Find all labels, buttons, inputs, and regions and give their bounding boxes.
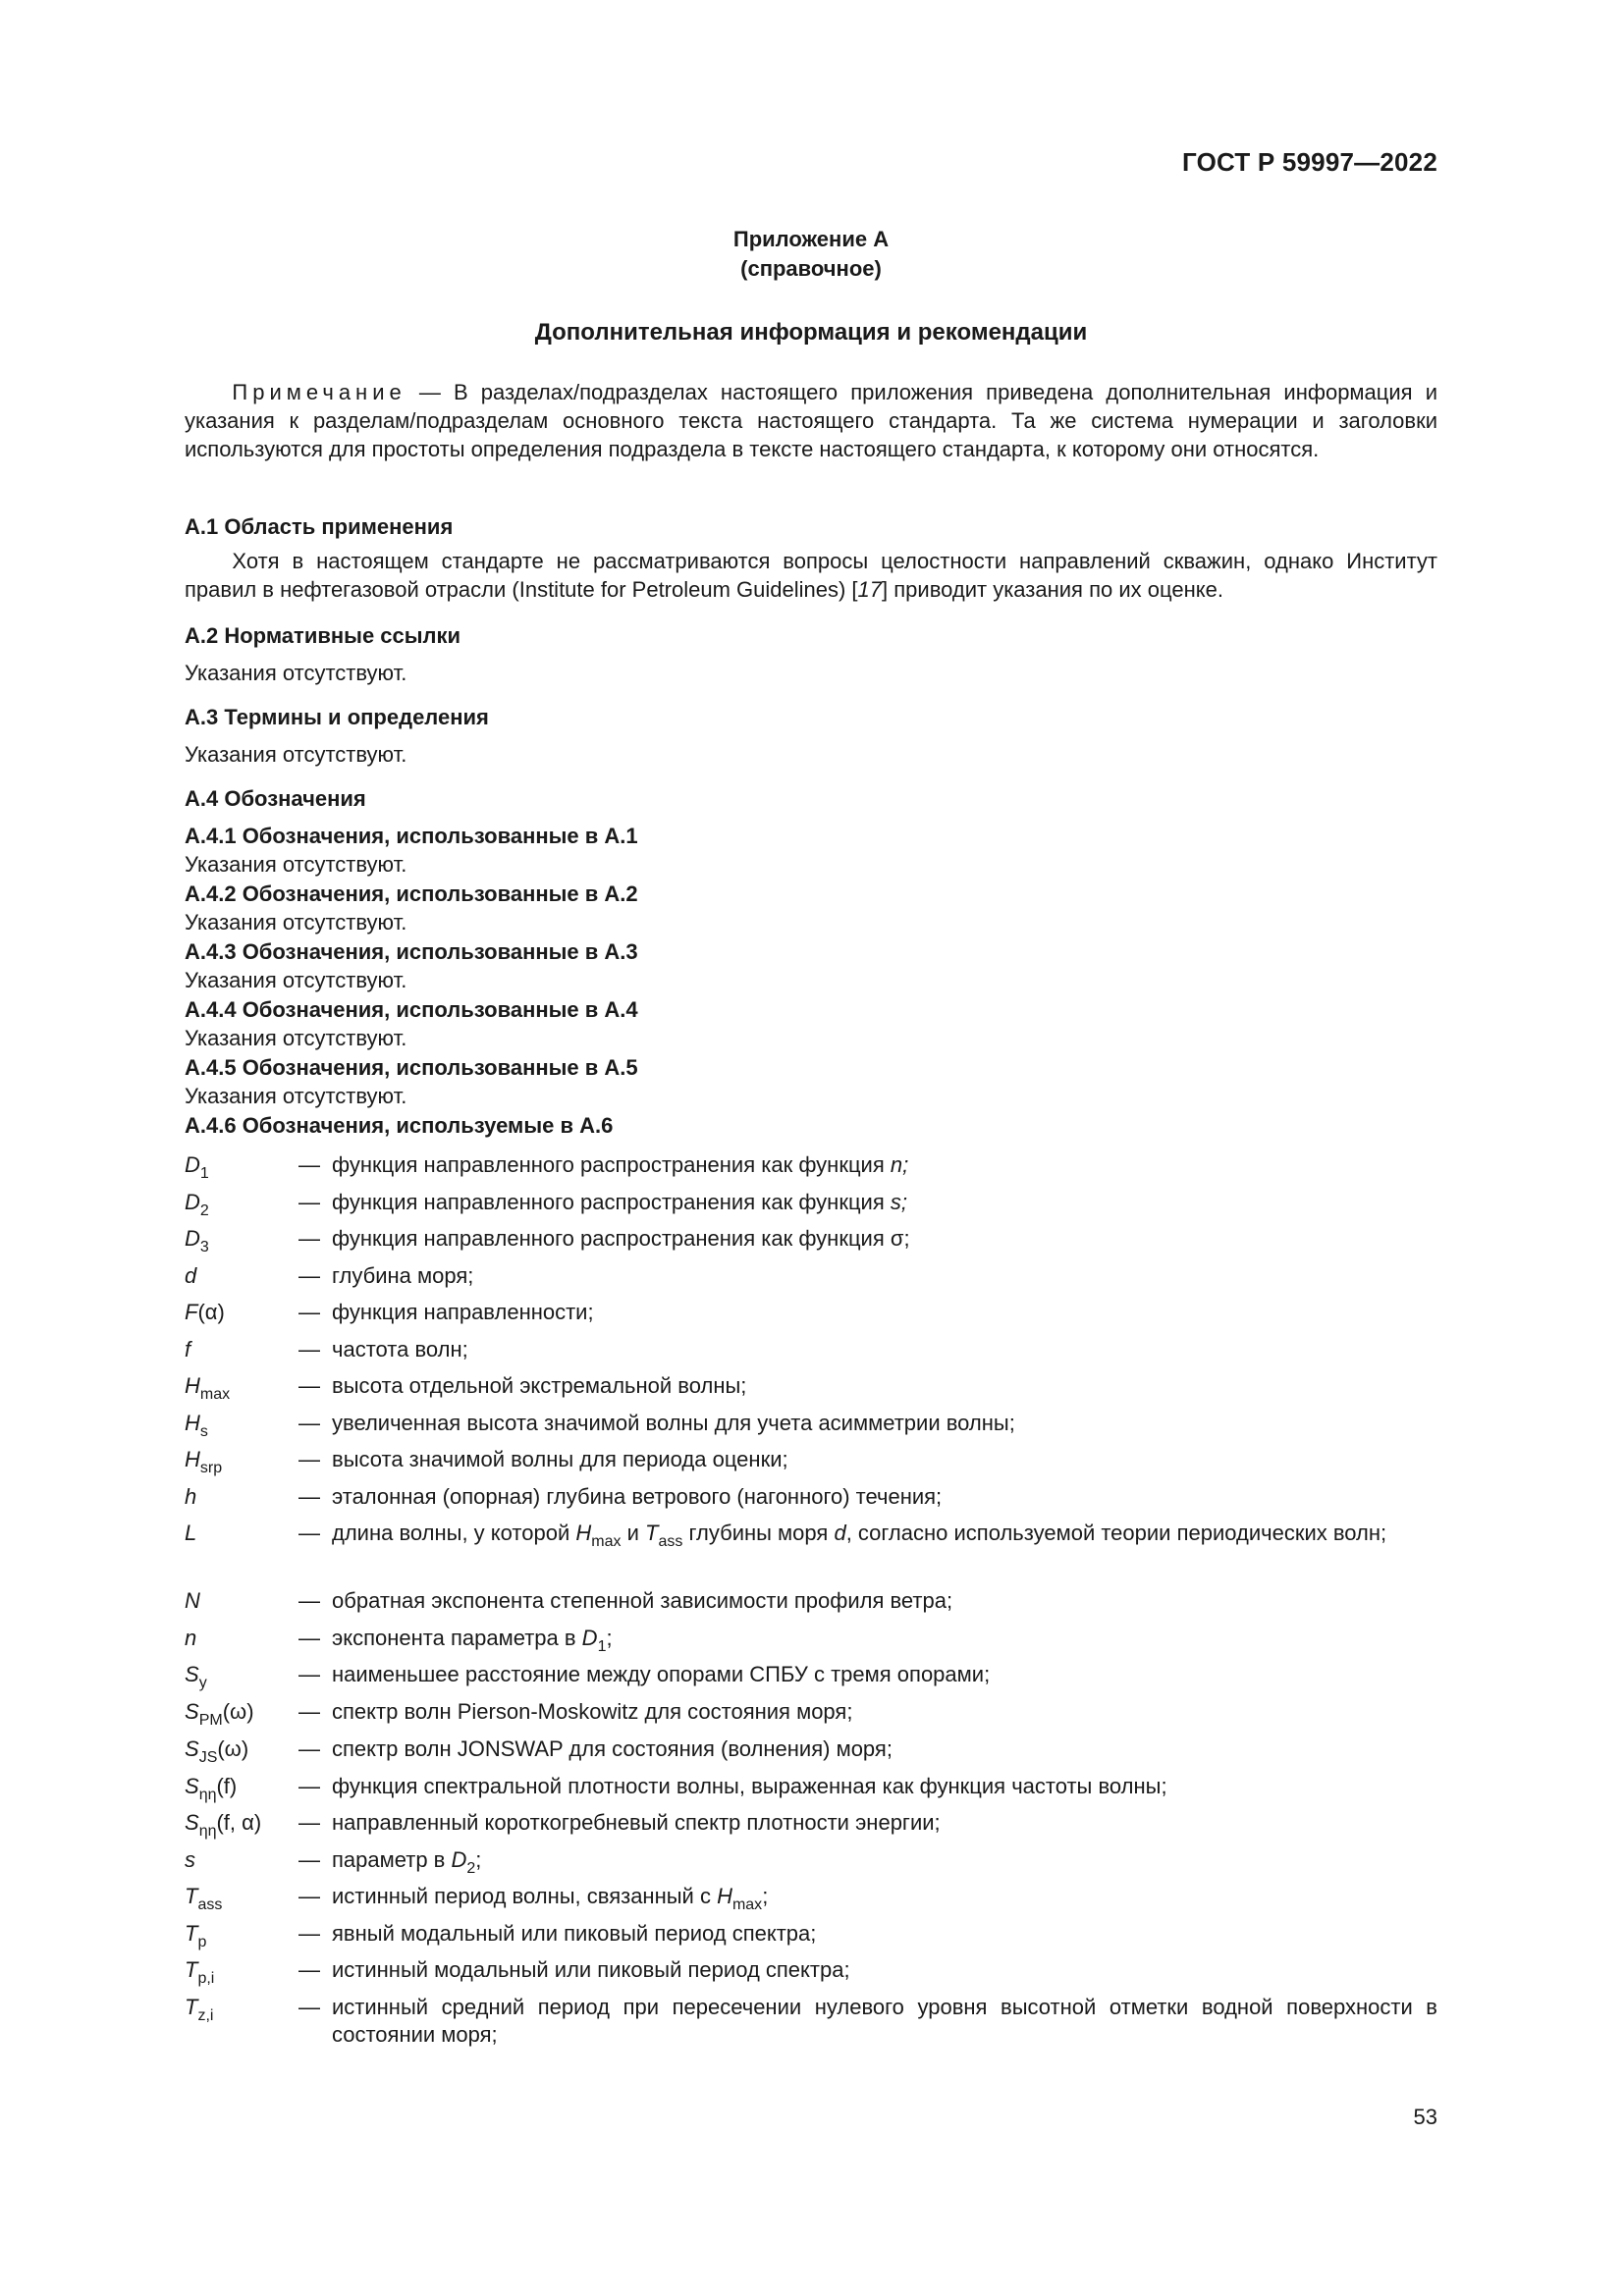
- a3-heading: А.3 Термины и определения: [185, 705, 489, 729]
- symbol-definition: [332, 1225, 1437, 1253]
- symbol-letter: H: [185, 1373, 200, 1398]
- symbol-dash: —: [298, 1411, 320, 1435]
- definition-text: высота значимой волны для периода оценки;: [332, 1447, 788, 1471]
- note-paragraph: [185, 378, 1437, 463]
- symbol-letter: h: [185, 1484, 197, 1509]
- note-text: — В разделах/подразделах настоящего приложения приведена дополнительная информация и указания к разделам/подразделам основного текста настоящего стандарта. Та же система нумерации и заголовки используются для простоты определения подраздела в тексте настоящего стандарта, к которому они относятся.: [185, 380, 1437, 461]
- definition-part: длина волны, у которой: [332, 1521, 576, 1545]
- symbol-letter: s: [185, 1847, 195, 1872]
- symbol-term: [185, 1846, 293, 1874]
- symbol-dash: —: [298, 1484, 320, 1509]
- definition-text: обратная экспонента степенной зависимости профиля ветра;: [332, 1588, 953, 1613]
- a1-heading: А.1 Область применения: [185, 514, 454, 539]
- symbol-definition: [332, 1735, 1437, 1763]
- definition-text: увеличенная высота значимой волны для учета асимметрии волны;: [332, 1411, 1015, 1435]
- definition-text: истинный модальный или пиковый период спектра;: [332, 1957, 850, 1982]
- symbol-definition: [332, 1920, 1437, 1948]
- definition-text: высота отдельной экстремальной волны;: [332, 1373, 747, 1398]
- symbol-subscript: p: [197, 1934, 207, 1950]
- symbol-letter: S: [185, 1699, 199, 1724]
- definition-variable: s;: [890, 1190, 907, 1214]
- definition-part: D: [451, 1847, 467, 1872]
- symbol-dash: —: [298, 1662, 320, 1686]
- a1-text-after: ] приводит указания по их оценке.: [882, 577, 1223, 602]
- symbol-letter: H: [185, 1411, 200, 1435]
- symbol-argument: (ω): [222, 1699, 254, 1724]
- a43-heading: А.4.3 Обозначения, использованные в А.3: [185, 939, 638, 964]
- symbol-dash: —: [298, 1263, 320, 1288]
- symbol-letter: F: [185, 1300, 198, 1324]
- symbol-subscript: PM: [198, 1712, 223, 1729]
- symbol-dash: —: [298, 1300, 320, 1324]
- symbol-term: [185, 1920, 293, 1948]
- symbol-term: [185, 1773, 293, 1803]
- definition-part: экспонента параметра в: [332, 1626, 582, 1650]
- definition-text: эталонная (опорная) глубина ветрового (нагонного) течения;: [332, 1484, 943, 1509]
- symbol-subscript: srp: [199, 1460, 223, 1476]
- symbol-letter: S: [185, 1810, 199, 1835]
- symbol-letter: D: [185, 1152, 200, 1177]
- symbol-definition: [332, 1625, 1437, 1655]
- symbol-argument: (f): [216, 1774, 238, 1798]
- symbol-term: [185, 1151, 293, 1182]
- symbol-dash: —: [298, 1995, 320, 2019]
- symbol-definition: [332, 1846, 1437, 1877]
- definition-part: , согласно используемой теории периодических волн;: [845, 1521, 1387, 1545]
- definition-text: частота волн;: [332, 1337, 468, 1362]
- symbol-definition: [332, 1661, 1437, 1688]
- symbol-dash: —: [298, 1337, 320, 1362]
- symbol-term: [185, 1994, 293, 2024]
- symbol-dash: —: [298, 1957, 320, 1982]
- definition-text: функция направленности;: [332, 1300, 594, 1324]
- a41-heading: А.4.1 Обозначения, использованные в А.1: [185, 824, 638, 848]
- a42-heading: А.4.2 Обозначения, использованные в А.2: [185, 881, 638, 906]
- symbol-letter: D: [185, 1190, 200, 1214]
- page-number: 53: [1413, 2105, 1437, 2129]
- symbol-term: [185, 1299, 293, 1326]
- symbol-subscript: p,i: [197, 1970, 215, 1987]
- document-page: [185, 0, 1437, 2296]
- symbol-subscript: z,i: [197, 2007, 214, 2024]
- symbol-definition: [332, 1587, 1437, 1615]
- a1-ref: 17: [857, 577, 883, 602]
- symbol-definition: [332, 1773, 1437, 1800]
- symbol-dash: —: [298, 1521, 320, 1545]
- a45-heading: А.4.5 Обозначения, использованные в А.5: [185, 1055, 638, 1080]
- symbol-definition: [332, 1299, 1437, 1326]
- a1-text-before: Хотя в настоящем стандарте не рассматриваются вопросы целостности направлений скважин, однако Институт правил в нефтегазовой отрасли (Institute for Petroleum Guidelines) [: [185, 549, 1437, 602]
- definition-text: спектр волн Pierson-Moskowitz для состояния моря;: [332, 1699, 853, 1724]
- definition-part: 1: [597, 1638, 607, 1655]
- symbol-letter: S: [185, 1662, 199, 1686]
- a43-text: Указания отсутствуют.: [185, 968, 407, 992]
- definition-part: ;: [606, 1626, 613, 1650]
- annex-heading: Дополнительная информация и рекомендации: [534, 319, 1088, 346]
- symbol-definition: [332, 1372, 1437, 1400]
- symbol-dash: —: [298, 1226, 320, 1251]
- a45-text: Указания отсутствуют.: [185, 1084, 407, 1108]
- definition-text: глубина моря;: [332, 1263, 474, 1288]
- a1-paragraph: [185, 547, 1437, 604]
- symbol-definition: [332, 1262, 1437, 1290]
- symbol-dash: —: [298, 1736, 320, 1761]
- symbol-term: [185, 1956, 293, 1987]
- symbol-letter: T: [185, 1921, 198, 1946]
- symbol-term: [185, 1587, 293, 1615]
- definition-part: D: [581, 1626, 598, 1650]
- symbol-argument: (α): [197, 1300, 225, 1324]
- symbol-letter: S: [185, 1774, 199, 1798]
- symbol-term: [185, 1336, 293, 1363]
- symbol-term: [185, 1483, 293, 1511]
- symbol-definition: [332, 1446, 1437, 1473]
- symbol-letter: d: [185, 1263, 197, 1288]
- symbol-letter: N: [185, 1588, 200, 1613]
- symbol-definition: [332, 1410, 1437, 1437]
- standard-code: ГОСТ Р 59997—2022: [1182, 147, 1437, 177]
- a3-text: Указания отсутствуют.: [185, 742, 407, 767]
- symbol-subscript: 2: [199, 1202, 209, 1219]
- symbol-definition: [332, 1883, 1437, 1913]
- symbol-letter: T: [185, 1995, 198, 2019]
- symbol-subscript: ηη: [198, 1823, 217, 1840]
- symbol-definition: [332, 1956, 1437, 1984]
- symbol-letter: f: [185, 1337, 191, 1362]
- symbol-subscript: 1: [199, 1165, 209, 1182]
- symbol-dash: —: [298, 1884, 320, 1908]
- a46-heading: А.4.6 Обозначения, используемые в А.6: [185, 1113, 614, 1138]
- symbol-subscript: s: [199, 1423, 208, 1440]
- definition-text: спектр волн JONSWAP для состояния (волнения) моря;: [332, 1736, 893, 1761]
- definition-variable: n;: [890, 1152, 909, 1177]
- symbol-dash: —: [298, 1588, 320, 1613]
- symbol-term: [185, 1372, 293, 1403]
- symbol-definition: [332, 1151, 1437, 1179]
- symbol-subscript: ass: [197, 1896, 223, 1913]
- definition-part: H: [575, 1521, 592, 1545]
- definition-part: ;: [762, 1884, 769, 1908]
- definition-part: T: [645, 1521, 659, 1545]
- symbol-subscript: y: [198, 1675, 207, 1691]
- a44-text: Указания отсутствуют.: [185, 1026, 407, 1050]
- symbol-term: [185, 1735, 293, 1766]
- symbol-definition: [332, 1189, 1437, 1216]
- annex-title: Приложение А: [732, 227, 890, 251]
- definition-part: ;: [475, 1847, 482, 1872]
- symbol-subscript: JS: [198, 1749, 218, 1766]
- definition-part: ass: [658, 1533, 683, 1550]
- symbol-term: [185, 1410, 293, 1440]
- symbol-term: [185, 1189, 293, 1219]
- symbol-definition: [332, 1698, 1437, 1726]
- symbol-definition: [332, 1809, 1437, 1837]
- symbol-letter: T: [185, 1957, 198, 1982]
- definition-text: направленный короткогребневый спектр плотности энергии;: [332, 1810, 941, 1835]
- definition-text: функция спектральной плотности волны, выраженная как функция частоты волны;: [332, 1774, 1167, 1798]
- symbol-definition: [332, 1520, 1437, 1550]
- a42-text: Указания отсутствуют.: [185, 910, 407, 934]
- definition-part: истинный период волны, связанный с: [332, 1884, 718, 1908]
- symbol-dash: —: [298, 1447, 320, 1471]
- symbol-subscript: ηη: [198, 1787, 217, 1803]
- definition-text: наименьшее расстояние между опорами СПБУ с тремя опорами;: [332, 1662, 991, 1686]
- symbol-dash: —: [298, 1847, 320, 1872]
- a41-text: Указания отсутствуют.: [185, 852, 407, 877]
- symbol-dash: —: [298, 1373, 320, 1398]
- symbol-argument: (ω): [217, 1736, 249, 1761]
- definition-text: истинный средний период при пересечении нулевого уровня высотной отметки водной поверхности в состоянии моря;: [332, 1995, 1437, 2047]
- symbol-term: [185, 1698, 293, 1729]
- definition-part: H: [717, 1884, 732, 1908]
- symbol-term: [185, 1225, 293, 1253]
- symbol-term: [185, 1809, 293, 1840]
- a2-heading: А.2 Нормативные ссылки: [185, 623, 461, 648]
- definition-part: глубины моря: [682, 1521, 835, 1545]
- a4-heading: А.4 Обозначения: [185, 786, 366, 811]
- symbol-term: [185, 1661, 293, 1691]
- definition-part: и: [621, 1521, 645, 1545]
- symbol-term: [185, 1446, 293, 1476]
- definition-text: явный модальный или пиковый период спектра;: [332, 1921, 817, 1946]
- definition-part: d: [834, 1521, 846, 1545]
- note-label: Примечание: [232, 380, 406, 404]
- symbol-term: [185, 1262, 293, 1290]
- symbol-letter: n: [185, 1626, 197, 1650]
- definition-text: функция направленного распространения как функция: [332, 1152, 891, 1177]
- symbol-term: [185, 1883, 293, 1913]
- symbol-subscript: 3: [199, 1239, 209, 1255]
- definition-part: max: [731, 1896, 763, 1913]
- symbol-letter: D: [185, 1226, 200, 1251]
- symbol-subscript: max: [199, 1386, 231, 1403]
- symbol-dash: —: [298, 1699, 320, 1724]
- symbol-dash: —: [298, 1921, 320, 1946]
- definition-text: функция направленного распространения как функция σ;: [332, 1226, 910, 1251]
- definition-part: max: [591, 1533, 622, 1550]
- symbol-argument: (f, α): [216, 1810, 262, 1835]
- symbol-definition: [332, 1994, 1437, 2049]
- symbol-letter: T: [185, 1884, 198, 1908]
- symbol-dash: —: [298, 1152, 320, 1177]
- symbol-term: [185, 1625, 293, 1652]
- symbol-letter: H: [185, 1447, 200, 1471]
- definition-text: функция направленного распространения как функция: [332, 1190, 891, 1214]
- symbol-dash: —: [298, 1190, 320, 1214]
- annex-type: (справочное): [740, 256, 882, 281]
- symbol-dash: —: [298, 1774, 320, 1798]
- symbol-dash: —: [298, 1810, 320, 1835]
- definition-part: параметр в: [332, 1847, 452, 1872]
- symbol-definition: [332, 1336, 1437, 1363]
- symbol-dash: —: [298, 1626, 320, 1650]
- definition-part: 2: [466, 1860, 476, 1877]
- symbol-letter: L: [185, 1521, 197, 1545]
- a2-text: Указания отсутствуют.: [185, 661, 407, 685]
- symbol-letter: S: [185, 1736, 199, 1761]
- a44-heading: А.4.4 Обозначения, использованные в А.4: [185, 997, 638, 1022]
- symbol-term: [185, 1520, 293, 1547]
- symbol-definition: [332, 1483, 1437, 1511]
